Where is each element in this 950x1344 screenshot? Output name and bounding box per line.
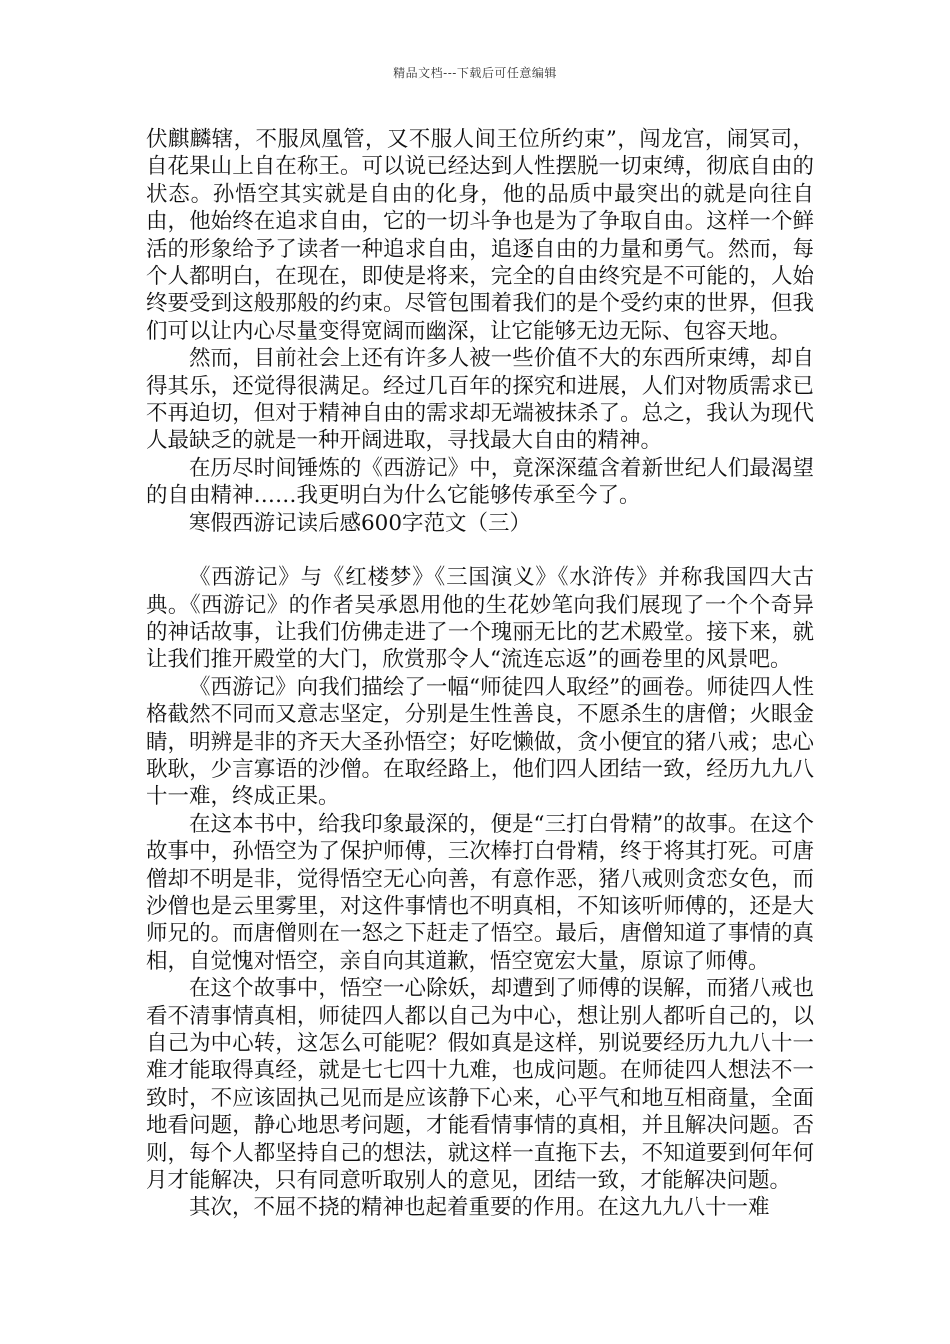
paragraph: 《西游记》与《红楼梦》《三国演义》《水浒传》并称我国四大古典。《西游记》的作者吴承恩用他的生花妙笔向我们展现了一个个奇异的神话故事，让我们仿佛走进了一个瑰丽无比的艺术殿堂。接下来，就让我们推开殿堂的大门，欣赏那令人“流连忘返”的画卷里的风景吧。 <box>146 565 814 673</box>
paragraph: 在这个故事中，悟空一心除妖，却遭到了师傅的误解，而猪八戒也看不清事情真相，师徒四人都以自己为中心，想让别人都听自己的，以自己为中心转，这怎么可能呢？假如真是这样，别说要经历九九八十一难才能取得真经，就是七七四十九难，也成问题。在师徒四人想法不一致时，不应该固执己见而是应该静下心来，心平气和地互相商量，全面地看问题，静心地思考问题，才能看情事情的真相，并且解决问题。否则，每个人都坚持自己的想法，就这样一直拖下去，不知道要到何年何月才能解决，只有同意听取别人的意见，团结一致，才能解决问题。 <box>146 976 814 1194</box>
paragraph: 然而，目前社会上还有许多人被一些价值不大的东西所束缚，却自得其乐，还觉得很满足。经过几百年的探究和进展，人们对物质需求已不再迫切，但对于精神自由的需求却无端被抹杀了。总之，我认为现代人最缺乏的就是一种开阔进取，寻找最大自由的精神。 <box>146 346 814 454</box>
paragraph: 伏麒麟辖，不服凤凰管，又不服人间王位所约束”，闯龙宫，闹冥司，自花果山上自在称王。可以说已经达到人性摆脱一切束缚，彻底自由的状态。孙悟空其实就是自由的化身，他的品质中最突出的就是向往自由，他始终在追求自由，它的一切斗争也是为了争取自由。这样一个鲜活的形象给予了读者一种追求自由，追逐自由的力量和勇气。然而，每个人都明白，在现在，即使是将来，完全的自由终究是不可能的，人始终要受到这般那般的约束。尽管包围着我们的是个受约束的世界，但我们可以让内心尽量变得宽阔而幽深，让它能够无边无际、包容天地。 <box>146 127 814 344</box>
paragraph: 其次，不屈不挠的精神也起着重要的作用。在这九九八十一难 <box>189 1195 770 1221</box>
page-header: 精品文档---下载后可任意编辑 <box>393 66 557 80</box>
paragraph: 在这本书中，给我印象最深的，便是“三打白骨精”的故事。在这个故事中，孙悟空为了保护师傅，三次棒打白骨精，终于将其打死。可唐僧却不明是非，觉得悟空无心向善，有意作恶，猪八戒则贪恋女色，而沙僧也是云里雾里，对这件事情也不明真相，不知该听师傅的，还是大师兄的。而唐僧则在一怒之下赶走了悟空。最后，唐僧知道了事情的真相，自觉愧对悟空，亲自向其道歉，悟空宽宏大量，原谅了师傅。 <box>146 811 814 974</box>
paragraph: 在历尽时间锤炼的《西游记》中，竟深深蕴含着新世纪人们最渴望的自由精神……我更明白为什么它能够传承至今了。 <box>146 455 814 509</box>
section-title: 寒假西游记读后感600字范文（三） <box>189 510 532 536</box>
blank-line <box>146 537 814 564</box>
paragraph: 《西游记》向我们描绘了一幅“师徒四人取经”的画卷。师徒四人性格截然不同而又意志坚定，分别是生性善良，不愿杀生的唐僧；火眼金睛，明辨是非的齐天大圣孙悟空；好吃懒做，贪小便宜的猪八戒；忠心耿耿，少言寡语的沙僧。在取经路上，他们四人团结一致，经历九九八十一难，终成正果。 <box>146 674 814 810</box>
document-body <box>146 126 814 1222</box>
